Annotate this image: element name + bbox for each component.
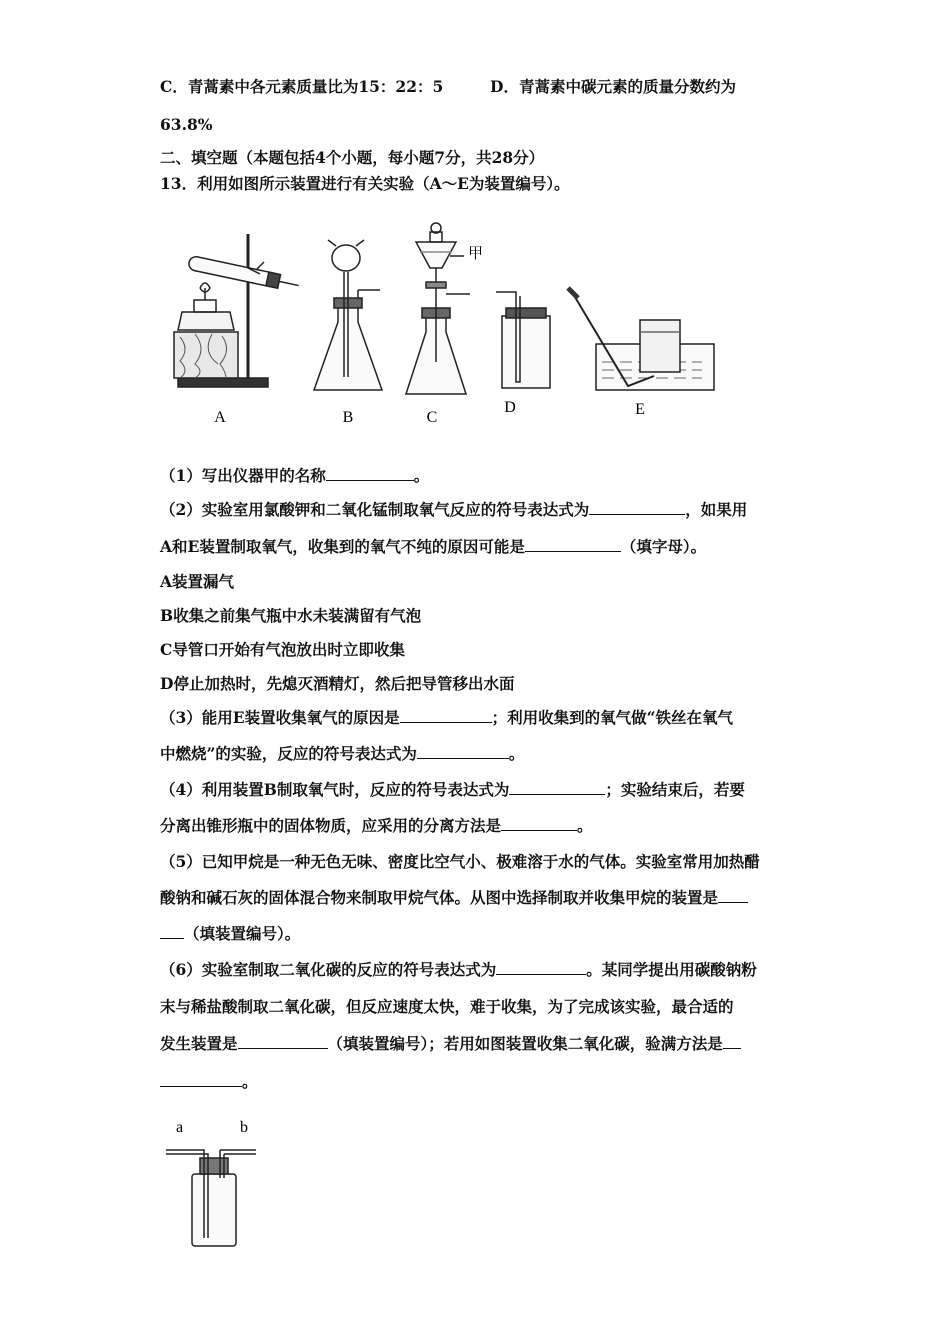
q13-p5-text-c: （填装置编号）。 bbox=[184, 924, 301, 943]
answer-blank-6c[interactable] bbox=[723, 1034, 741, 1049]
q13-p2 bbox=[160, 500, 747, 520]
q13-p6-text-f: 。 bbox=[242, 1072, 258, 1091]
q13-p3-cont bbox=[160, 744, 524, 764]
choice-a: A装置漏气 bbox=[160, 572, 235, 591]
choice-b: B收集之前集气瓶中水未装满留有气泡 bbox=[160, 606, 422, 625]
label-a: A bbox=[214, 409, 226, 426]
q13-p2-text-d: （填字母）。 bbox=[620, 537, 707, 556]
q13-p1-text: （1）写出仪器甲的名称 bbox=[160, 466, 326, 485]
answer-blank-1[interactable] bbox=[326, 466, 414, 481]
q13-p4-text-d: 。 bbox=[577, 816, 593, 835]
apparatus-figure bbox=[160, 212, 730, 427]
answer-blank-2a[interactable] bbox=[589, 500, 685, 515]
q13-p5: （5）已知甲烷是一种无色无味、密度比空气小、极难溶于水的气体。实验室常用加热醋 bbox=[160, 852, 760, 871]
section-title: 二、填空题（本题包括4个小题，每小题7分，共28分） bbox=[160, 148, 545, 167]
q13-p4 bbox=[160, 780, 745, 800]
q13-p2-text-a: （2）实验室用氯酸钾和二氧化锰制取氧气反应的符号表达式为 bbox=[160, 500, 590, 519]
q13-p4-text-b: ；实验结束后，若要 bbox=[605, 780, 745, 799]
q13-p6-cont3 bbox=[160, 1072, 258, 1092]
question-13-stem: 13．利用如图所示装置进行有关实验（A～E为装置编号）。 bbox=[160, 174, 570, 193]
label-d: D bbox=[504, 399, 516, 416]
jia-label: 甲 bbox=[468, 246, 484, 262]
label-c: C bbox=[426, 409, 438, 426]
answer-blank-3a[interactable] bbox=[400, 708, 492, 723]
answer-blank-6b[interactable] bbox=[238, 1034, 328, 1049]
answer-blank-5a[interactable] bbox=[718, 888, 748, 903]
choice-d: D停止加热时，先熄灭酒精灯，然后把导管移出水面 bbox=[160, 674, 515, 693]
q13-p3-text-a: （3）能用E装置收集氧气的原因是 bbox=[160, 708, 400, 727]
q13-p6-cont: 末与稀盐酸制取二氧化碳，但反应速度太快，难于收集，为了完成该实验，最合适的 bbox=[160, 997, 734, 1016]
q13-p6-cont2 bbox=[160, 1034, 741, 1054]
option-d: D．青蒿素中碳元素的质量分数约为 bbox=[490, 77, 736, 96]
answer-blank-4a[interactable] bbox=[509, 780, 605, 795]
q13-p6-text-e: （填装置编号）；若用如图装置收集二氧化碳，验满方法是 bbox=[327, 1034, 723, 1053]
q13-p2-text-c: A和E装置制取氧气，收集到的氧气不纯的原因可能是 bbox=[160, 537, 525, 556]
label-b: B bbox=[342, 409, 354, 426]
q13-p3-text-c: 中燃烧”的实验，反应的符号表达式为 bbox=[160, 744, 417, 763]
option-d-cont: 63.8% bbox=[160, 115, 213, 134]
answer-blank-6d[interactable] bbox=[160, 1072, 242, 1087]
answer-blank-2b[interactable] bbox=[525, 537, 621, 552]
q13-p5-text-b: 酸钠和碱石灰的固体混合物来制取甲烷气体。从图中选择制取并收集甲烷的装置是 bbox=[160, 888, 719, 907]
q13-p4-text-a: （4）利用装置B制取氧气时，反应的符号表达式为 bbox=[160, 780, 510, 799]
q13-p3 bbox=[160, 708, 733, 728]
choice-c: C导管口开始有气泡放出时立即收集 bbox=[160, 640, 405, 659]
option-c: C．青蒿素中各元素质量比为15：22：5 bbox=[160, 77, 444, 96]
q13-p2-text-b: ，如果用 bbox=[685, 500, 748, 519]
q13-p5-cont2 bbox=[160, 924, 300, 944]
q13-p5-cont bbox=[160, 888, 748, 908]
q13-p6-text-a: （6）实验室制取二氧化碳的反应的符号表达式为 bbox=[160, 960, 497, 979]
q13-p2-cont bbox=[160, 537, 706, 557]
q13-p4-cont bbox=[160, 816, 593, 836]
collection-bottle-figure bbox=[160, 1112, 280, 1252]
q13-p1-end: 。 bbox=[413, 466, 430, 485]
q13-p3-text-d: 。 bbox=[508, 744, 525, 763]
answer-blank-6a[interactable] bbox=[496, 960, 586, 975]
tube-a-label: a bbox=[176, 1119, 184, 1136]
q13-p6-text-b: 。某同学提出用碳酸钠粉 bbox=[586, 960, 757, 979]
label-e: E bbox=[635, 401, 645, 418]
answer-blank-3b[interactable] bbox=[417, 744, 509, 759]
q13-p4-text-c: 分离出锥形瓶中的固体物质，应采用的分离方法是 bbox=[160, 816, 502, 835]
q13-p6 bbox=[160, 960, 757, 980]
q13-p6-text-d: 发生装置是 bbox=[160, 1034, 238, 1053]
answer-blank-5b[interactable] bbox=[160, 924, 184, 939]
tube-b-label: b bbox=[240, 1119, 248, 1136]
q13-p1 bbox=[160, 466, 429, 486]
answer-blank-4b[interactable] bbox=[501, 816, 577, 831]
q13-p3-text-b: ；利用收集到的氧气做“铁丝在氧气 bbox=[491, 708, 734, 727]
